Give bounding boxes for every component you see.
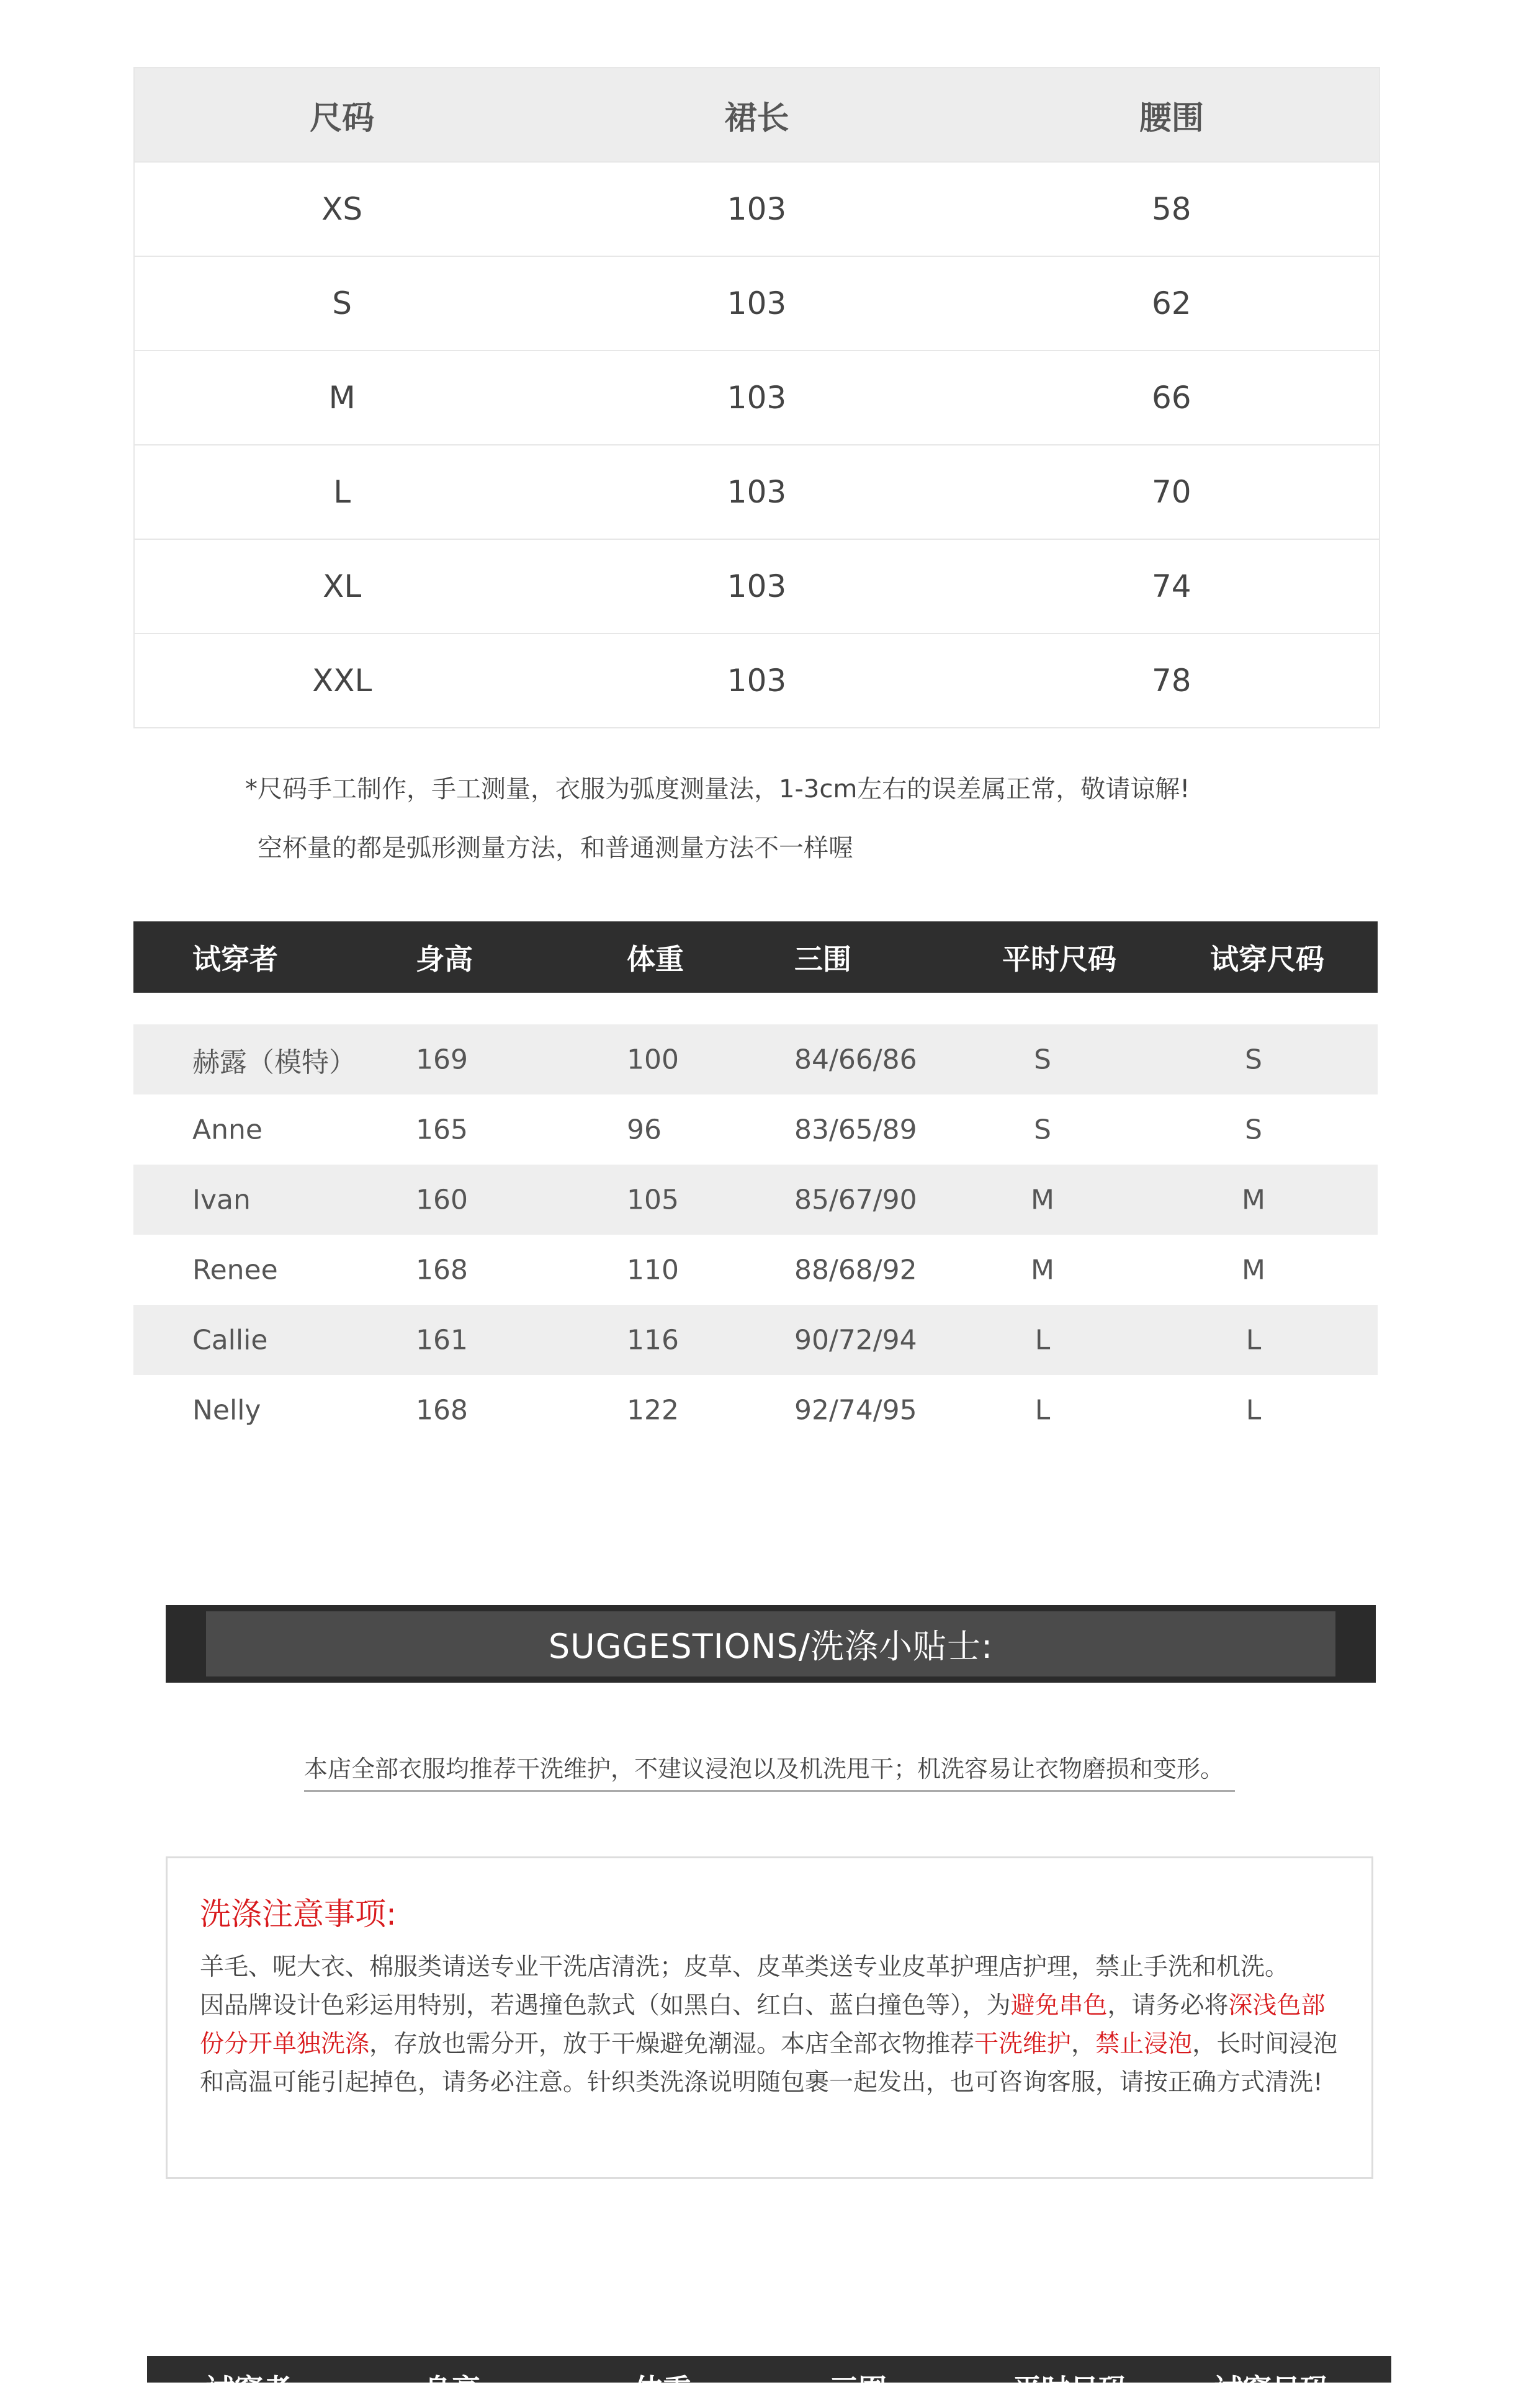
header-weight: 体重 <box>634 2373 691 2406</box>
height-value: 161 <box>416 1324 468 1356</box>
fit-table-header-bottom <box>147 2356 1391 2406</box>
suggestions-banner <box>166 1605 1376 1683</box>
header-usual-size: 平时尺码 <box>1002 942 1116 976</box>
wash-notice-paragraph-1: 羊毛、呢大衣、棉服类请送专业干洗店清洗；皮草、皮革类送专业皮革护理店护理，禁止手洗和机洗。 <box>200 1953 1290 1981</box>
size-cell: XL <box>323 568 362 604</box>
waist-cell: 66 <box>1152 380 1191 416</box>
usual-size-value: L <box>1034 1394 1051 1426</box>
tried-size-value: M <box>1242 1254 1265 1286</box>
measurement-note-2: 空杯量的都是弧形测量方法，和普通测量方法不一样喔 <box>258 834 853 862</box>
weight-value: 96 <box>627 1114 662 1145</box>
highlight-no-soaking: 禁止浸泡 <box>1095 2030 1193 2058</box>
wash-text-segment: 因品牌设计色彩运用特别，若遇撞色款式（如黑白、红白、蓝白撞色等），为 <box>200 1992 1011 2020</box>
wash-text-segment: ，请务必将 <box>1107 1992 1229 2020</box>
usual-size-value: L <box>1034 1324 1051 1356</box>
header-height: 身高 <box>416 942 473 976</box>
suggestions-text: 本店全部衣服均推荐干洗维护，不建议浸泡以及机洗甩干；机洗容易让衣物磨损和变形。 <box>304 1750 1235 1792</box>
waist-cell: 70 <box>1152 474 1191 510</box>
height-value: 169 <box>416 1044 468 1075</box>
tester-name: Renee <box>192 1254 278 1286</box>
tester-name: Anne <box>192 1114 262 1145</box>
highlight-dry-clean: 干洗维护 <box>974 2030 1072 2058</box>
waist-cell: 62 <box>1152 285 1191 321</box>
waist-cell: 78 <box>1152 663 1191 699</box>
table-row <box>133 1024 1378 1094</box>
wash-notice-text <box>200 1948 1342 2102</box>
usual-size-value: M <box>1031 1254 1054 1286</box>
table-row <box>135 161 1379 256</box>
waist-cell: 74 <box>1152 568 1191 604</box>
tried-size-value: L <box>1245 1324 1262 1356</box>
highlight-separate-wash: 深浅色部份分开单独洗涤 <box>200 1992 1326 2058</box>
table-row <box>133 1165 1378 1235</box>
header-tester: 试穿者 <box>192 942 278 976</box>
weight-value: 122 <box>627 1394 679 1426</box>
skirt-length-cell: 103 <box>727 380 787 416</box>
skirt-length-cell: 103 <box>727 568 787 604</box>
size-table-header <box>135 68 1379 161</box>
header-waist: 腰围 <box>1139 99 1204 137</box>
skirt-length-cell: 103 <box>727 663 787 699</box>
measurements-value: 85/67/90 <box>794 1184 917 1215</box>
wash-notice-paragraph-2 <box>200 1987 1342 2102</box>
table-row <box>135 444 1379 539</box>
size-cell: L <box>333 474 351 510</box>
header-height: 身高 <box>423 2373 480 2406</box>
table-row <box>133 1094 1378 1165</box>
header-tried-size: 试穿尺码 <box>1214 2373 1329 2406</box>
tester-name: Callie <box>192 1324 268 1356</box>
table-row <box>135 350 1379 444</box>
size-cell: XS <box>321 191 363 227</box>
size-cell: XXL <box>312 663 372 699</box>
header-tester: 试穿者 <box>206 2373 292 2406</box>
table-row <box>135 256 1379 350</box>
height-value: 168 <box>416 1254 468 1286</box>
header-tried-size: 试穿尺码 <box>1210 942 1324 976</box>
table-row <box>133 1235 1378 1305</box>
header-skirt-length: 裙长 <box>724 99 789 137</box>
tester-name: 赫露（模特） <box>192 1046 356 1078</box>
tester-name: Nelly <box>192 1394 261 1426</box>
measurement-note: *尺码手工制作，手工测量，衣服为弧度测量法，1-3cm左右的误差属正常，敬请谅解! <box>245 775 1190 803</box>
skirt-length-cell: 103 <box>727 191 787 227</box>
table-row <box>133 1375 1378 1445</box>
wash-notice-title: 洗涤注意事项: <box>200 1896 397 1932</box>
size-cell: S <box>332 285 352 321</box>
weight-value: 105 <box>627 1184 679 1215</box>
usual-size-value: S <box>1034 1044 1051 1075</box>
wash-notice-box <box>166 1856 1373 2179</box>
size-cell: M <box>328 380 356 416</box>
fit-table-header <box>133 921 1378 993</box>
skirt-length-cell: 103 <box>727 474 787 510</box>
header-measurements: 三围 <box>794 942 851 976</box>
wash-text-segment: ，存放也需分开，放于干燥避免潮湿。本店全部衣物推荐 <box>369 2030 975 2058</box>
tester-name: Ivan <box>192 1184 251 1215</box>
wash-text-segment: ， <box>1071 2030 1096 2058</box>
measurements-value: 84/66/86 <box>794 1044 917 1075</box>
weight-value: 116 <box>627 1324 679 1356</box>
header-measurements: 三围 <box>830 2373 887 2406</box>
size-table <box>133 67 1380 728</box>
highlight-avoid-bleeding: 避免串色 <box>1010 1992 1108 2020</box>
usual-size-value: M <box>1031 1184 1054 1215</box>
height-value: 160 <box>416 1184 468 1215</box>
tried-size-value: S <box>1245 1114 1262 1145</box>
suggestions-title: SUGGESTIONS/洗涤小贴士: <box>206 1611 1335 1676</box>
table-row <box>135 539 1379 633</box>
tried-size-value: M <box>1242 1184 1265 1215</box>
header-weight: 体重 <box>627 942 684 976</box>
skirt-length-cell: 103 <box>727 285 787 321</box>
measurements-value: 90/72/94 <box>794 1324 917 1356</box>
waist-cell: 58 <box>1152 191 1191 227</box>
weight-value: 110 <box>627 1254 679 1286</box>
header-usual-size: 平时尺码 <box>1013 2373 1127 2406</box>
measurements-value: 88/68/92 <box>794 1254 917 1286</box>
wash-text-segment: ，长时间浸泡和高温可能引起掉色，请务必注意。针织类洗涤说明随包裹一起发出，也可咨询客服，请按正确方式清洗! <box>200 2030 1338 2097</box>
measurements-value: 83/65/89 <box>794 1114 917 1145</box>
measurements-value: 92/74/95 <box>794 1394 917 1426</box>
table-row <box>133 1305 1378 1375</box>
height-value: 168 <box>416 1394 468 1426</box>
table-row <box>135 633 1379 727</box>
header-size: 尺码 <box>310 99 375 137</box>
weight-value: 100 <box>627 1044 679 1075</box>
height-value: 165 <box>416 1114 468 1145</box>
usual-size-value: S <box>1034 1114 1051 1145</box>
tried-size-value: S <box>1245 1044 1262 1075</box>
tried-size-value: L <box>1245 1394 1262 1426</box>
